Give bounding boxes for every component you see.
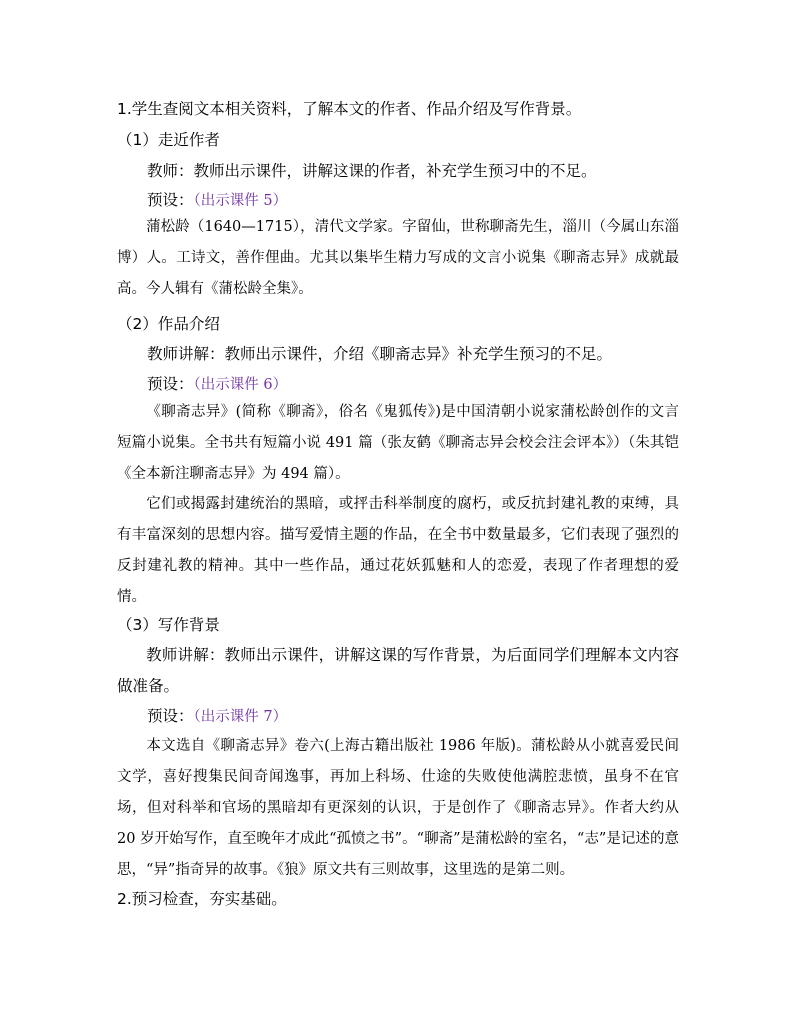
preset-hint: （出示课件 6） xyxy=(193,377,288,393)
author-paragraph xyxy=(117,212,679,305)
section-3-teacher-text xyxy=(117,640,679,702)
work-paragraph-2 xyxy=(117,489,679,613)
author-paragraph-text: 蒲松龄（1640—1715），清代文学家。字留仙，世称聊斋先生，淄川（今属山东淄博）人。工诗文，善作俚曲。尤其以集毕生精力写成的文言小说集《聊斋志异》成就最高。今人辑有《蒲松龄全集》。 xyxy=(117,219,679,297)
preset-hint: （出示课件 5） xyxy=(193,193,288,209)
item-2-heading: 2.预习检查，夯实基础。 xyxy=(117,890,287,908)
section-1-teacher-text: 教师：教师出示课件，讲解这课的作者，补充学生预习中的不足。 xyxy=(147,162,597,180)
section-3-heading: （3）写作背景 xyxy=(117,616,220,634)
section-2-heading: （2）作品介绍 xyxy=(117,315,220,333)
work-paragraph-1-text: 《聊斋志异》(简称《聊斋》，俗名《鬼狐传》)是中国清朝小说家蒲松龄创作的文言短篇小说集。全书共有短篇小说 491 篇（张友鹤《聊斋志异会校会注会评本》）（朱其铠《全本新注聊斋志异》为 494 篇）。 xyxy=(117,404,679,482)
section-2-teacher-text: 教师讲解：教师出示课件，介绍《聊斋志异》补充学生预习的不足。 xyxy=(147,345,613,363)
preset-hint: （出示课件 7） xyxy=(193,709,288,725)
section-3-teacher-text-content: 教师讲解：教师出示课件，讲解这课的写作背景，为后面同学们理解本文内容做准备。 xyxy=(117,646,679,695)
section-2-preset xyxy=(147,374,287,395)
preset-label: 预设： xyxy=(147,375,194,393)
work-paragraph-2-text: 它们或揭露封建统治的黑暗，或抨击科举制度的腐朽，或反抗封建礼教的束缚，具有丰富深刻的思想内容。描写爱情主题的作品，在全书中数量最多，它们表现了强烈的反封建礼教的精神。其中一些作品，通过花妖狐魅和人的恋爱，表现了作者理想的爱情。 xyxy=(117,496,679,605)
section-1-heading: （1）走近作者 xyxy=(117,131,220,149)
section-1-preset xyxy=(147,190,287,211)
preset-label: 预设： xyxy=(147,707,194,725)
background-paragraph xyxy=(117,731,679,886)
preset-label: 预设： xyxy=(147,191,194,209)
section-3-preset xyxy=(147,706,287,727)
item-1-heading: 1.学生查阅文本相关资料，了解本文的作者、作品介绍及写作背景。 xyxy=(117,100,582,118)
background-paragraph-text: 本文选自《聊斋志异》卷六(上海古籍出版社 1986 年版)。蒲松龄从小就喜爱民间文学，喜好搜集民间奇闻逸事，再加上科场、仕途的失败使他满腔悲愤，虽身不在官场，但对科举和官场的黑暗却有更深刻的认识，于是创作了《聊斋志异》。作者大约从 20 岁开始写作，直至晚年才成此“孤愤之书”。“聊斋”是蒲松龄的室名，“志”是记述的意思，“异”指奇异的故事。《狼》原文共有三则故事，这里选的是第二则。 xyxy=(117,738,679,878)
work-paragraph-1 xyxy=(117,397,679,490)
